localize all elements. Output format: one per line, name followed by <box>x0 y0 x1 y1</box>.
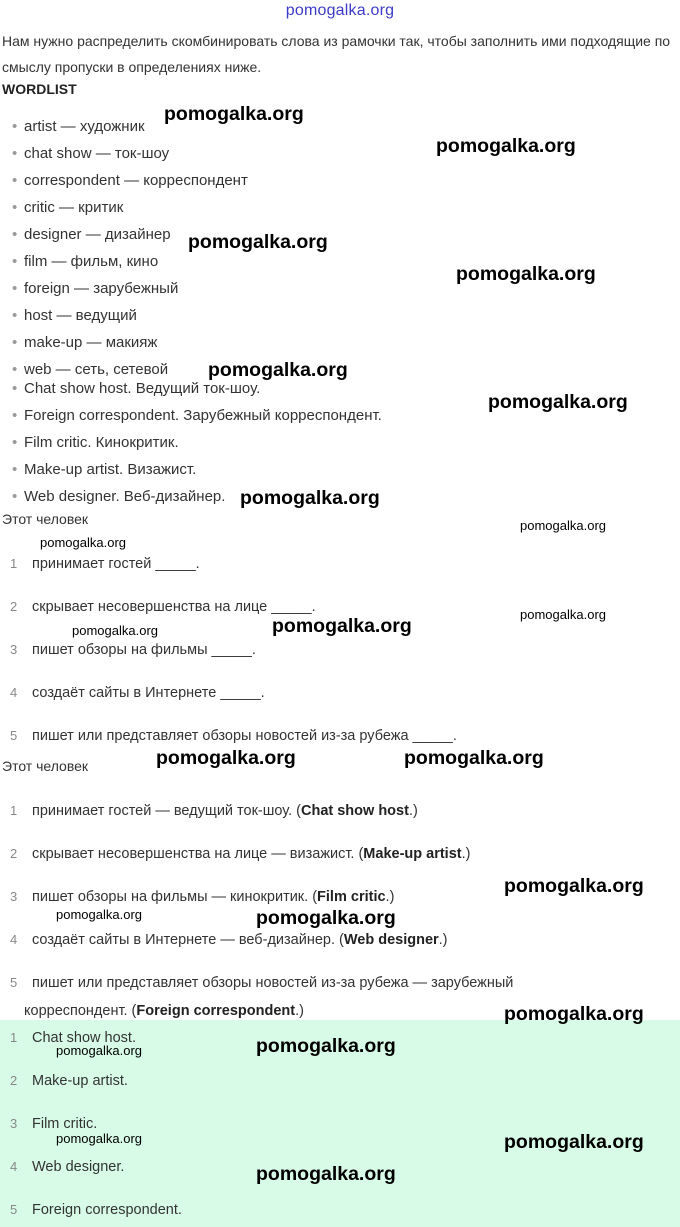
watermark: pomogalka.org <box>56 1043 142 1058</box>
wordlist <box>12 117 382 514</box>
list-item: • Foreign correspondent. Зарубежный корреспондент. <box>12 407 382 424</box>
bullet-icon: • <box>12 226 18 243</box>
watermark: pomogalka.org <box>256 1163 396 1185</box>
list-item: • chat show — ток-шоу <box>12 145 170 162</box>
bullet-icon: • <box>12 172 18 189</box>
watermark: pomogalka.org <box>256 1035 396 1057</box>
list-item: • Chat show host. Ведущий ток-шоу. <box>12 380 261 397</box>
answer-item: 5 Foreign correspondent. <box>10 1202 182 1218</box>
list-item: • film — фильм, кино <box>12 253 159 270</box>
bullet-icon: • <box>12 334 18 351</box>
list-item: • artist — художник <box>12 118 145 135</box>
translation-item: 1 принимает гостей — ведущий ток-шоу. (Chat show host.) <box>10 803 418 819</box>
watermark: pomogalka.org <box>56 1131 142 1146</box>
exercise-item: 5 пишет или представляет обзоры новостей из-за рубежа _____. <box>10 728 457 744</box>
answer-item: 2 Make-up artist. <box>10 1073 128 1089</box>
exercise-item: 4 создаёт сайты в Интернете _____. <box>10 685 265 701</box>
watermark: pomogalka.org <box>272 615 412 637</box>
watermark: pomogalka.org <box>520 607 606 622</box>
watermark: pomogalka.org <box>256 907 396 929</box>
site-title[interactable]: pomogalka.org <box>285 2 395 19</box>
exercise-item: 1 принимает гостей _____. <box>10 556 200 572</box>
translation-item: 4 создаёт сайты в Интернете — веб-дизайнер. (Web designer.) <box>10 932 448 948</box>
intro-text: Нам нужно распределить скомбинировать слова из рамочки так, чтобы заполнить ими подходящие по смыслу пропуски в определениях ниже. <box>2 33 671 75</box>
watermark: pomogalka.org <box>504 1003 644 1025</box>
bullet-icon: • <box>12 361 18 378</box>
watermark: pomogalka.org <box>404 747 544 769</box>
list-item: • critic — критик <box>12 199 124 216</box>
watermark: pomogalka.org <box>456 263 596 285</box>
section-label: Этот человек <box>2 758 89 774</box>
bullet-icon: • <box>12 434 18 451</box>
list-item: • Web designer. Веб-дизайнер. <box>12 488 226 505</box>
bullet-icon: • <box>12 199 18 216</box>
watermark: pomogalka.org <box>188 231 328 253</box>
bullet-icon: • <box>12 253 18 270</box>
list-item: • correspondent — корреспондент <box>12 172 248 189</box>
bullet-icon: • <box>12 118 18 135</box>
translation-item: 2 скрывает несовершенства на лице — визажист. (Make-up artist.) <box>10 846 471 862</box>
watermark: pomogalka.org <box>40 535 126 550</box>
watermark: pomogalka.org <box>488 391 628 413</box>
watermark: pomogalka.org <box>208 359 348 381</box>
bullet-icon: • <box>12 461 18 478</box>
list-item: • Make-up artist. Визажист. <box>12 461 197 478</box>
translation-item: 3 пишет обзоры на фильмы — кинокритик. (Film critic.) <box>10 889 395 905</box>
bullet-icon: • <box>12 488 18 505</box>
watermark: pomogalka.org <box>520 518 606 533</box>
list-item: • host — ведущий <box>12 307 137 324</box>
list-item: • Film critic. Кинокритик. <box>12 434 179 451</box>
bullet-icon: • <box>12 380 18 397</box>
watermark: pomogalka.org <box>504 1131 644 1153</box>
bullet-icon: • <box>12 145 18 162</box>
answer-item: 4 Web designer. <box>10 1159 125 1175</box>
list-item: • make-up — макияж <box>12 334 158 351</box>
translation-item-continued: корреспондент. (Foreign correspondent.) <box>24 1003 304 1019</box>
bullet-icon: • <box>12 280 18 297</box>
watermark: pomogalka.org <box>156 747 296 769</box>
watermark: pomogalka.org <box>436 135 576 157</box>
list-item: • foreign — зарубежный <box>12 280 179 297</box>
watermark: pomogalka.org <box>240 487 380 509</box>
answer-item: 1 Chat show host. <box>10 1030 136 1046</box>
watermark: pomogalka.org <box>164 103 304 125</box>
watermark: pomogalka.org <box>72 623 158 638</box>
answer-item: 3 Film critic. <box>10 1116 98 1132</box>
watermark: pomogalka.org <box>504 875 644 897</box>
bullet-icon: • <box>12 407 18 424</box>
bullet-icon: • <box>12 307 18 324</box>
wordlist-heading: WORDLIST <box>2 81 77 97</box>
watermark: pomogalka.org <box>56 907 142 922</box>
exercise-item: 2 скрывает несовершенства на лице _____. <box>10 599 316 615</box>
section-label: Этот человек <box>2 511 89 527</box>
translation-item: 5 пишет или представляет обзоры новостей из-за рубежа — зарубежный <box>10 975 514 991</box>
list-item: • web — сеть, сетевой <box>12 361 169 378</box>
exercise-item: 3 пишет обзоры на фильмы _____. <box>10 642 256 658</box>
list-item: • designer — дизайнер <box>12 226 171 243</box>
